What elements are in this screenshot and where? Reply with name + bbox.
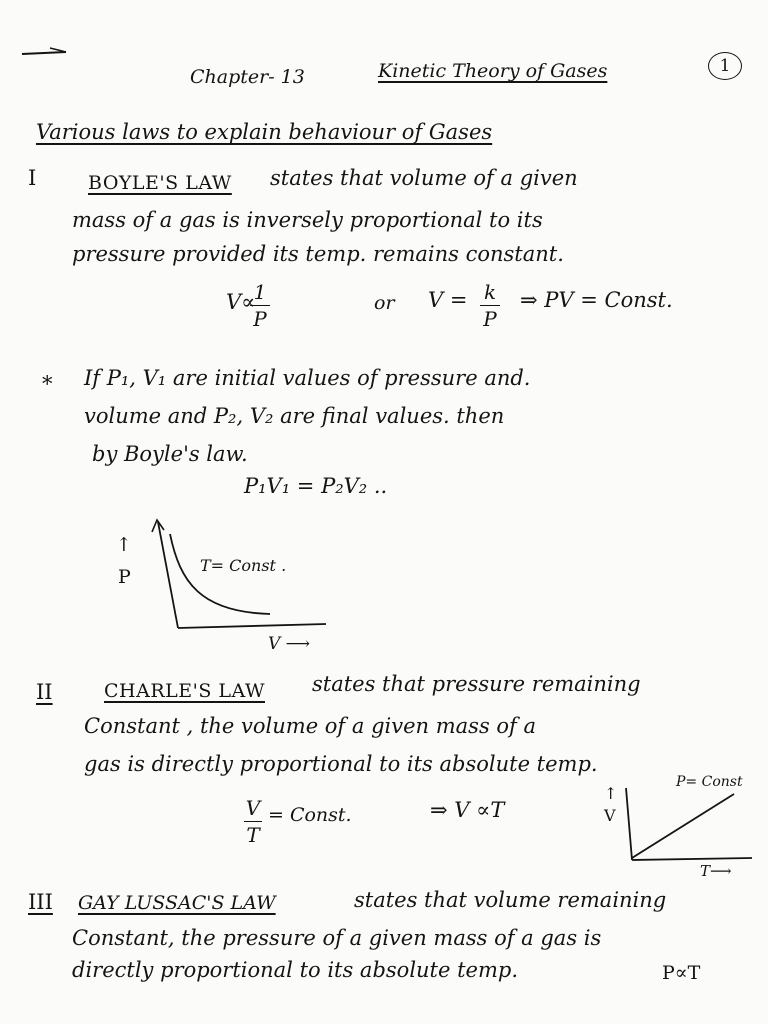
charles-line-1: states that pressure remaining: [312, 672, 641, 696]
section-heading: Various laws to explain behaviour of Gases: [36, 120, 493, 144]
page-number: 1: [708, 52, 742, 80]
fraction-bar: [244, 821, 262, 822]
fraction-denominator: T: [246, 823, 260, 847]
note-line-3: by Boyle's law.: [92, 442, 248, 466]
charles-graph: [620, 784, 760, 874]
fraction-numerator: V: [245, 796, 261, 820]
fraction-denominator: P: [483, 307, 497, 331]
gay-lussac-line-1: states that volume remaining: [354, 888, 667, 912]
boyle-fraction-2: [480, 280, 500, 331]
boyle-graph: [140, 512, 340, 642]
graph1-x-label: V ⟶: [268, 634, 311, 654]
fraction-bar: [480, 305, 500, 306]
charles-line-3: gas is directly proportional to its absolute temp.: [84, 752, 598, 776]
charles-numeral: II: [36, 680, 53, 704]
note-line-2: volume and P₂, V₂ are final values. then: [84, 404, 505, 428]
corner-pen-mark: [20, 40, 70, 60]
graph2-y-axis: [626, 788, 632, 860]
gay-lussac-law-name: GAY LUSSAC'S LAW: [78, 892, 276, 914]
note-line-1: If P₁, V₁ are initial values of pressure and.: [84, 366, 531, 390]
graph2-line-label: P= Const: [676, 774, 743, 790]
charles-const: = Const.: [268, 804, 352, 826]
charles-fraction: [244, 796, 262, 847]
charles-law-name: CHARLE'S LAW: [104, 680, 265, 702]
note-star: *: [42, 372, 53, 396]
graph2-y-arrow: ↑: [604, 784, 618, 803]
chapter-title: Kinetic Theory of Gases: [378, 60, 608, 82]
fraction-numerator: k: [483, 280, 497, 304]
gay-lussac-line-2: Constant, the pressure of a given mass of a gas is: [72, 926, 602, 950]
charles-result: ⇒ V ∝T: [430, 798, 505, 822]
graph2-x-label: T⟶: [700, 862, 732, 880]
gay-lussac-line-3: directly proportional to its absolute temp.: [72, 958, 518, 982]
fraction-denominator: P: [253, 307, 267, 331]
boyle-equation: P₁V₁ = P₂V₂ ..: [244, 474, 388, 498]
boyle-line-1: states that volume of a given: [270, 166, 578, 190]
boyle-numeral: I: [28, 166, 37, 190]
gay-lussac-relation: P∝T: [662, 962, 701, 984]
boyle-line-3: pressure provided its temp. remains constant.: [72, 242, 564, 266]
chapter-number: Chapter- 13: [190, 66, 305, 88]
boyle-pv-const: ⇒ PV = Const.: [520, 288, 673, 312]
graph1-x-axis: [178, 624, 326, 628]
boyle-law-name: BOYLE'S LAW: [88, 172, 232, 194]
graph2-y-label: V: [604, 806, 616, 825]
charles-line-2: Constant , the volume of a given mass of a: [84, 714, 537, 738]
graph2-x-axis: [632, 858, 752, 860]
boyle-v-equals: V =: [428, 288, 468, 312]
isobar-line: [632, 794, 734, 858]
boyle-line-2: mass of a gas is inversely proportional to its: [72, 208, 543, 232]
boyle-or: or: [374, 292, 395, 314]
fraction-bar: [250, 305, 270, 306]
boyle-proportional: V∝: [226, 290, 256, 314]
graph1-curve-label: T= Const .: [200, 556, 287, 575]
gay-lussac-numeral: III: [28, 890, 53, 914]
graph1-y-label: P: [118, 566, 131, 588]
boyle-fraction-1: [250, 280, 270, 331]
graph1-y-axis: [158, 522, 178, 628]
fraction-numerator: 1: [253, 280, 267, 304]
graph1-y-arrow: ↑: [116, 534, 132, 556]
